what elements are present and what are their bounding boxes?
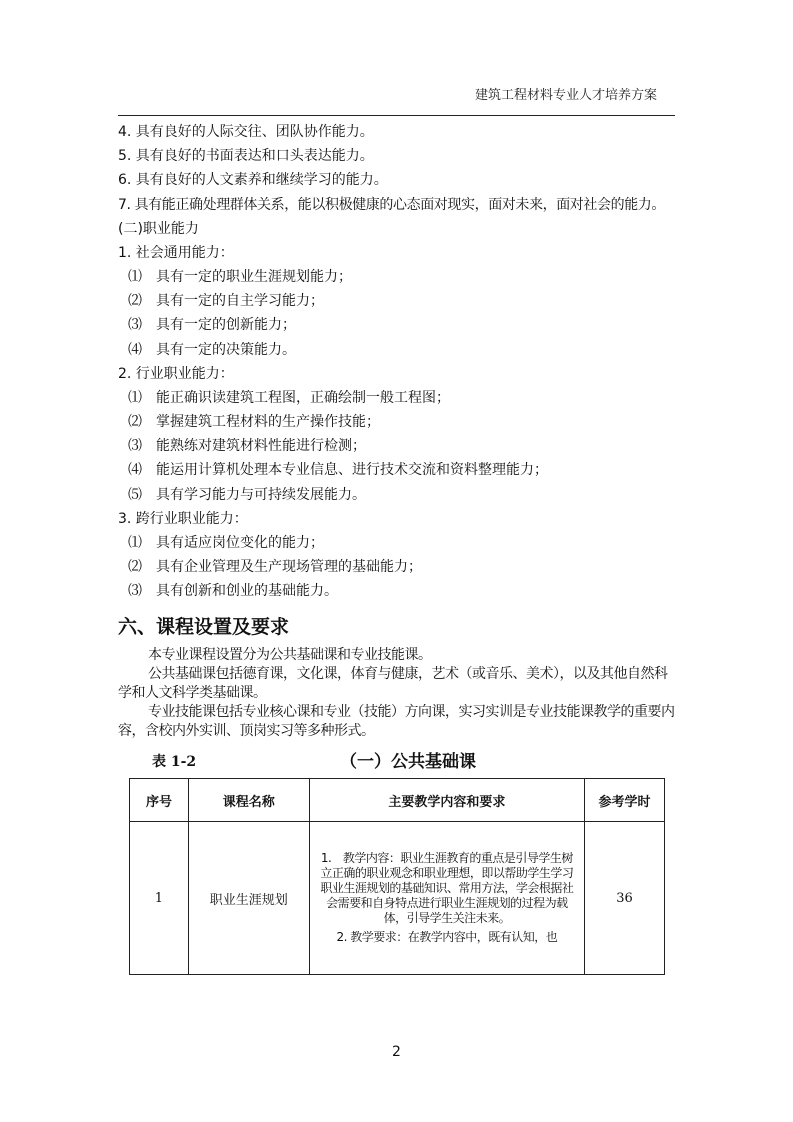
table-caption: （一）公共基础课 xyxy=(340,751,476,772)
section-6-title: 六、课程设置及要求 xyxy=(118,615,290,638)
row-content xyxy=(309,822,584,975)
cross-item-3: ⑶ 具有创新和创业的基础能力。 xyxy=(128,583,338,600)
row-content-part-2: 2. 教学要求：在教学内容中，既有认知，也 xyxy=(336,930,558,944)
running-header: 建筑工程材料专业人才培养方案 xyxy=(474,88,657,103)
row-hours: 36 xyxy=(585,822,665,975)
header-rule xyxy=(118,115,675,116)
header-content: 主要教学内容和要求 xyxy=(309,779,584,822)
general-item-1: ⑴ 具有一定的职业生涯规划能力； xyxy=(128,268,352,285)
section-6-paragraph-1: 本专业课程设置分为公共基础课和专业技能课。 xyxy=(148,646,432,663)
ability-item-7: 7. 具有能正确处理群体关系，能以积极健康的心态面对现实，面对未来，面对社会的能力。 xyxy=(118,196,666,213)
row-content-part-1: 1. 教学内容：职业生涯教育的重点是引导学生树立正确的职业观念和职业理想，即以帮助学生学习职业生涯规划的基础知识、常用方法，学会根据社会需要和自身特点进行职业生涯规划的过程为载体，引导学生关注未来。 xyxy=(320,851,574,925)
general-item-3: ⑶ 具有一定的创新能力； xyxy=(128,317,296,334)
cross-item-2: ⑵ 具有企业管理及生产现场管理的基础能力； xyxy=(128,559,422,576)
table-caption-row xyxy=(118,747,675,777)
header-hours: 参考学时 xyxy=(585,779,665,822)
industry-item-5: ⑸ 具有学习能力与可持续发展能力。 xyxy=(128,486,366,503)
page-body xyxy=(118,120,675,777)
course-table xyxy=(129,778,665,975)
professional-heading: (二)职业能力 xyxy=(118,220,199,237)
ability-item-5: 5. 具有良好的书面表达和口头表达能力。 xyxy=(118,148,374,165)
industry-item-4: ⑷ 能运用计算机处理本专业信息、进行技术交流和资料整理能力； xyxy=(128,462,548,479)
table-number: 表 1-2 xyxy=(152,753,197,770)
ability-item-6: 6. 具有良好的人文素养和继续学习的能力。 xyxy=(118,172,388,189)
table-header-row xyxy=(130,779,665,822)
cross-item-1: ⑴ 具有适应岗位变化的能力； xyxy=(128,535,324,551)
general-item-4: ⑷ 具有一定的决策能力。 xyxy=(128,341,296,358)
ability-item-4: 4. 具有良好的人际交往、团队协作能力。 xyxy=(118,124,374,140)
section-6-paragraph-2: 公共基础课包括德育课，文化课，体育与健康，艺术（或音乐、美术），以及其他自然科学和人文科学类基础课。 xyxy=(118,665,668,701)
header-course-name: 课程名称 xyxy=(188,779,309,822)
section-6-paragraph-3: 专业技能课包括专业核心课和专业（技能）方向课，实习实训是专业技能课教学的重要内容，含校内外实训、顶岗实习等多种形式。 xyxy=(118,703,675,739)
industry-item-3: ⑶ 能熟练对建筑材料性能进行检测； xyxy=(128,438,366,455)
page-number: 2 xyxy=(392,1044,401,1060)
industry-item-2: ⑵ 掌握建筑工程材料的生产操作技能； xyxy=(128,414,380,431)
industry-item-1: ⑴ 能正确识读建筑工程图，正确绘制一般工程图； xyxy=(128,389,450,406)
header-number: 序号 xyxy=(130,779,189,822)
table-row xyxy=(130,822,665,975)
row-number: 1 xyxy=(130,822,189,975)
group-title-cross-industry: 3. 跨行业职业能力： xyxy=(118,510,248,527)
general-item-2: ⑵ 具有一定的自主学习能力； xyxy=(128,293,324,310)
group-title-general: 1. 社会通用能力： xyxy=(118,244,234,261)
group-title-industry: 2. 行业职业能力： xyxy=(118,365,234,382)
row-course-name: 职业生涯规划 xyxy=(188,822,309,975)
